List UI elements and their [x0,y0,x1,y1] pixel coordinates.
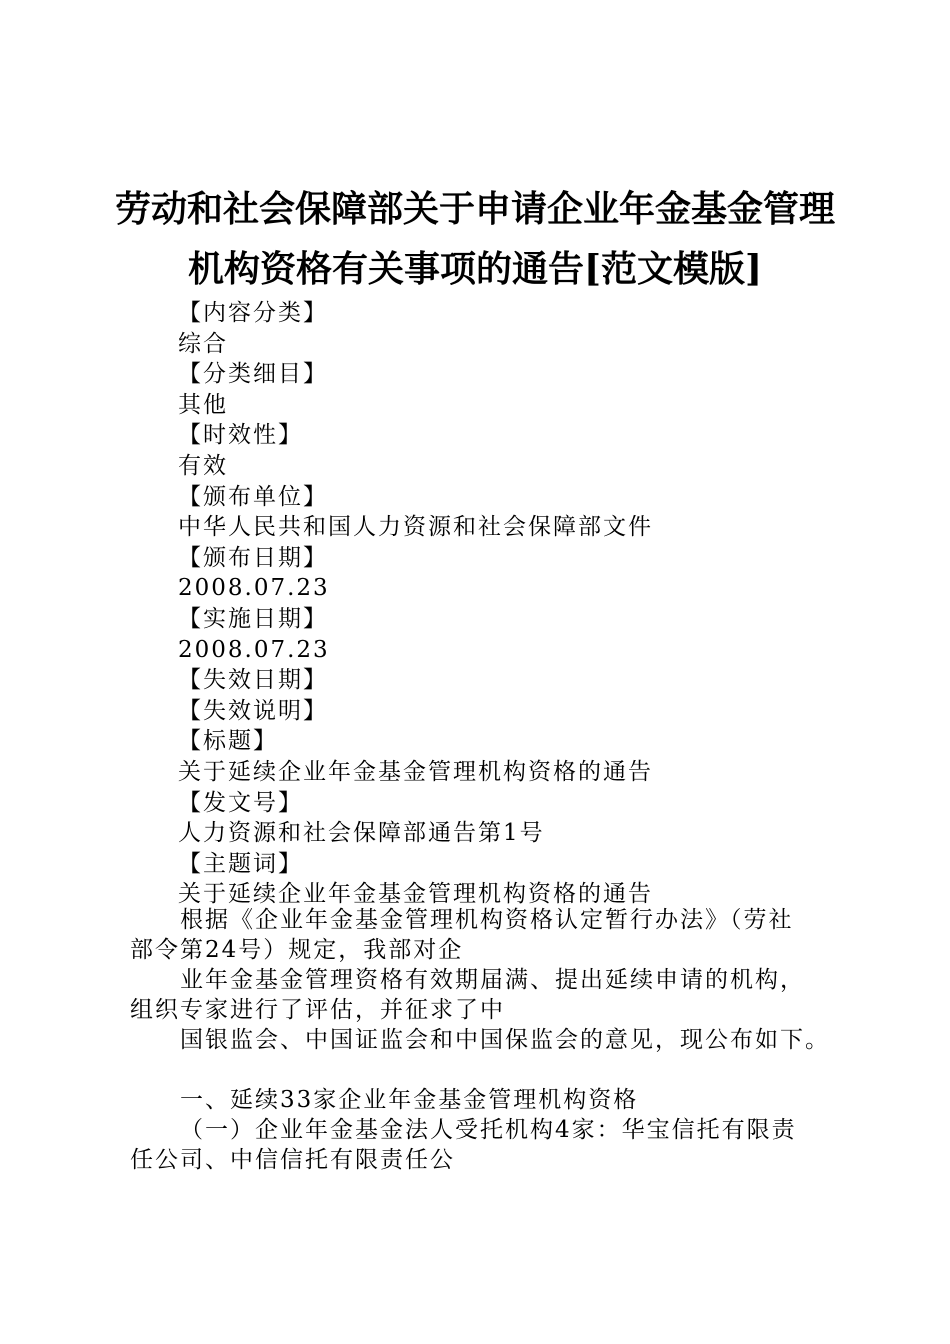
meta-label-validity: 【时效性】 [178,422,303,449]
document-title-line-2: 机构资格有关事项的通告[范文模版] [187,248,763,290]
meta-value-validity: 有效 [178,452,228,479]
body-paragraph-2a: 业年金基金管理资格有效期届满、提出延续申请的机构， [180,967,805,993]
body-paragraph-3: 国银监会、中国证监会和中国保监会的意见，现公布如下。 [180,1027,830,1053]
body-paragraph-1b: 部令第24号）规定，我部对企 [130,937,464,963]
meta-label-issue-date: 【颁布日期】 [178,544,328,571]
document-title-line-1: 劳动和社会保障部关于申请企业年金基金管理 [114,188,835,230]
meta-label-category: 【内容分类】 [178,300,328,326]
document-body [130,905,850,1175]
document-metadata [178,298,653,910]
meta-value-issue-date: 2008.07.23 [178,575,330,602]
meta-label-keywords: 【主题词】 [178,850,303,877]
meta-label-title: 【标题】 [178,728,278,755]
meta-value-category: 综合 [178,330,228,357]
section-item-1a: （一）企业年金基金法人受托机构4家：华宝信托有限责 [180,1117,797,1143]
meta-value-subcategory: 其他 [178,391,228,418]
meta-label-effective-date: 【实施日期】 [178,605,328,632]
body-paragraph-1a: 根据《企业年金基金管理机构资格认定暂行办法》（劳社 [180,907,794,933]
section-item-1b: 任公司、中信信托有限责任公 [130,1147,455,1173]
body-paragraph-2b: 组织专家进行了评估，并征求了中 [130,997,505,1023]
meta-value-keywords: 关于延续企业年金基金管理机构资格的通告 [178,881,653,908]
meta-value-title: 关于延续企业年金基金管理机构资格的通告 [178,758,653,785]
meta-label-subcategory: 【分类细目】 [178,361,328,388]
meta-label-doc-number: 【发文号】 [178,789,303,816]
meta-value-effective-date: 2008.07.23 [178,636,330,663]
meta-value-issuer: 中华人民共和国人力资源和社会保障部文件 [178,514,653,541]
meta-label-issuer: 【颁布单位】 [178,483,328,510]
section-heading-1: 一、延续33家企业年金基金管理机构资格 [180,1087,639,1113]
meta-value-doc-number: 人力资源和社会保障部通告第1号 [178,820,545,847]
meta-label-expiry-date: 【失效日期】 [178,667,328,694]
meta-label-expiry-note: 【失效说明】 [178,697,328,724]
